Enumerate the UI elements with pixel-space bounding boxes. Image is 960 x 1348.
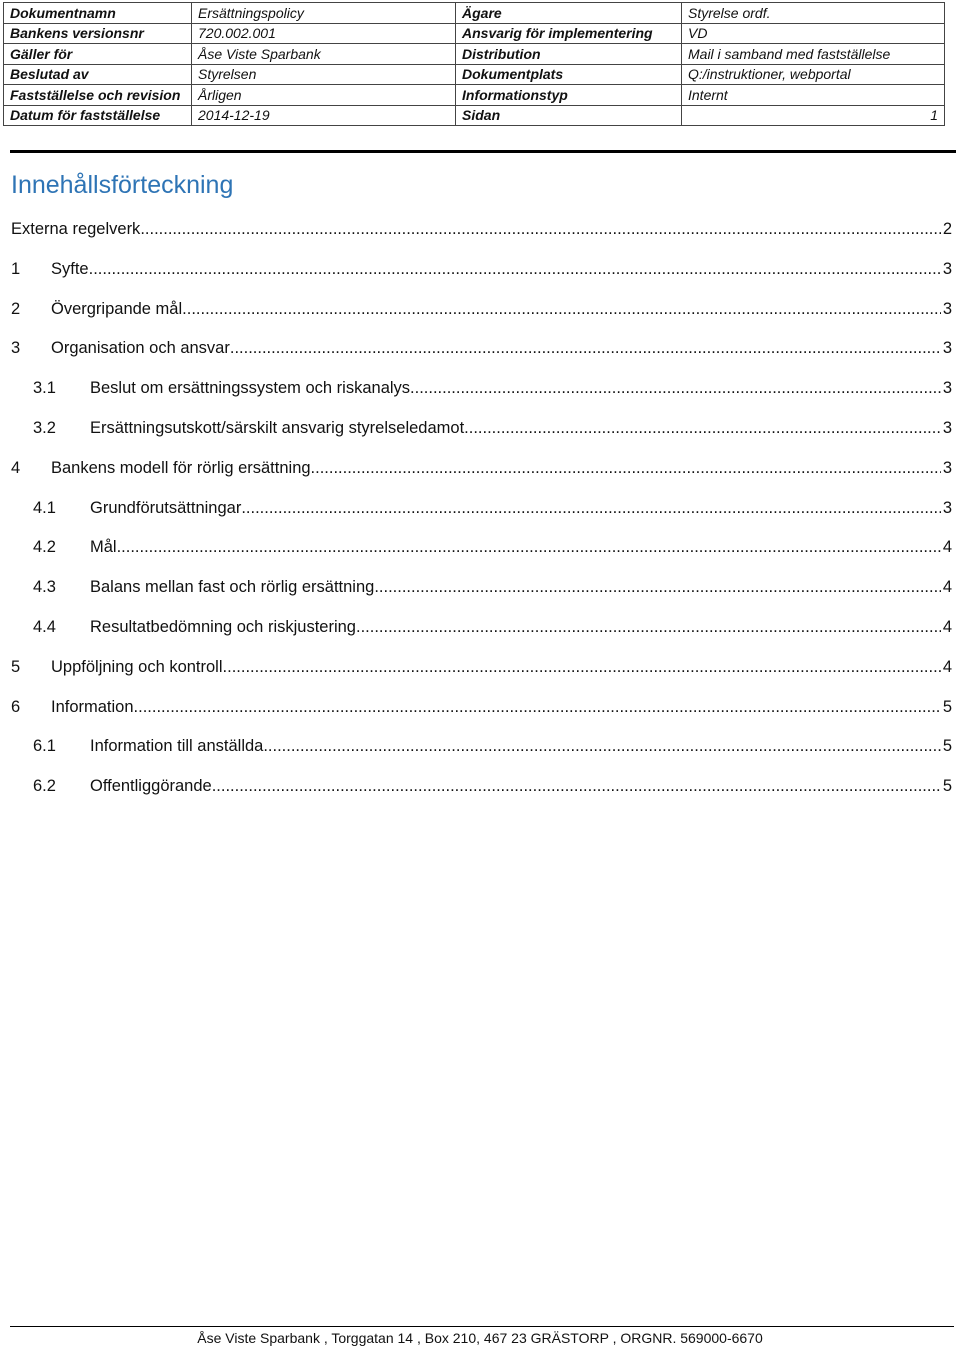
- metadata-value: 2014-12-19: [192, 105, 456, 126]
- toc-leader-dots: [374, 578, 941, 597]
- toc-entry[interactable]: [11, 300, 952, 340]
- toc-entry-page: 3: [942, 259, 952, 278]
- metadata-label: Beslutad av: [4, 64, 192, 85]
- toc-leader-dots: [212, 777, 941, 796]
- metadata-label: Sidan: [456, 105, 682, 126]
- toc-leader-dots: [311, 459, 941, 478]
- toc-entry[interactable]: [11, 260, 952, 300]
- metadata-label: Fastställelse och revision: [4, 85, 192, 106]
- toc-entry-page: 5: [942, 777, 952, 796]
- toc-entry-number: 4.1: [33, 498, 56, 517]
- metadata-value: Internt: [682, 85, 945, 106]
- toc-entry-page: 2: [942, 220, 952, 238]
- toc-entry-text: Grundförutsättningar: [90, 498, 242, 517]
- toc-entry[interactable]: [11, 459, 952, 499]
- metadata-value: 1: [682, 105, 945, 126]
- metadata-value: 720.002.001: [192, 23, 456, 44]
- toc-entry-number: 6: [11, 697, 21, 716]
- toc-entry[interactable]: [11, 379, 952, 419]
- toc-entry-text: Övergripande mål: [51, 299, 183, 318]
- toc-entry-text: Balans mellan fast och rörlig ersättning: [90, 578, 375, 597]
- table-of-contents: [11, 220, 952, 817]
- toc-entry-number: 6.1: [33, 737, 56, 756]
- metadata-value: Årligen: [192, 85, 456, 106]
- toc-entry[interactable]: [11, 777, 952, 817]
- toc-entry-number: 1: [11, 259, 21, 278]
- header-divider: [10, 150, 956, 153]
- toc-entry-number: 4: [11, 458, 21, 477]
- toc-leader-dots: [241, 499, 940, 518]
- toc-entry-number: 6.2: [33, 777, 56, 796]
- toc-entry-text: Information: [51, 697, 134, 716]
- metadata-row: [4, 64, 945, 85]
- metadata-label: Dokumentnamn: [4, 3, 192, 24]
- toc-entry[interactable]: [11, 339, 952, 379]
- toc-entry-number: 3: [11, 339, 21, 358]
- toc-entry-text: Offentliggörande: [90, 777, 212, 796]
- toc-leader-dots: [263, 737, 940, 756]
- metadata-label: Dokumentplats: [456, 64, 682, 85]
- toc-entry-page: 5: [942, 737, 952, 756]
- toc-leader-dots: [140, 220, 941, 239]
- toc-title: Innehållsförteckning: [11, 171, 234, 199]
- toc-leader-dots: [134, 698, 941, 717]
- metadata-label: Ägare: [456, 3, 682, 24]
- metadata-value: VD: [682, 23, 945, 44]
- toc-entry-text: Information till anställda: [90, 737, 264, 756]
- toc-entry-page: 4: [942, 578, 952, 597]
- toc-entry[interactable]: [11, 737, 952, 777]
- metadata-row: [4, 3, 945, 24]
- toc-entry-page: 3: [942, 418, 952, 437]
- toc-entry-page: 4: [942, 538, 952, 557]
- toc-entry-number: 3.2: [33, 418, 56, 437]
- toc-leader-dots: [182, 300, 941, 319]
- toc-entry[interactable]: [11, 538, 952, 578]
- metadata-label: Bankens versionsnr: [4, 23, 192, 44]
- toc-entry-text: Ersättningsutskott/särskilt ansvarig styrelseledamot: [90, 418, 465, 437]
- toc-entry-text: Mål: [90, 538, 117, 557]
- document-metadata-table: [3, 2, 945, 126]
- toc-leader-dots: [117, 538, 941, 557]
- metadata-row: [4, 44, 945, 65]
- toc-leader-dots: [230, 339, 941, 358]
- toc-entry-number: 4.3: [33, 578, 56, 597]
- page-footer: Åse Viste Sparbank , Torggatan 14 , Box 210, 467 23 GRÄSTORP , ORGNR. 569000-6670: [197, 1330, 763, 1346]
- toc-entry-page: 4: [942, 617, 952, 636]
- metadata-value: Mail i samband med fastställelse: [682, 44, 945, 65]
- toc-entry-text: Externa regelverk: [11, 220, 141, 238]
- toc-entry-text: Organisation och ansvar: [51, 339, 230, 358]
- toc-leader-dots: [223, 658, 941, 677]
- toc-entry-number: 2: [11, 299, 21, 318]
- toc-entry[interactable]: [11, 220, 952, 260]
- metadata-row: [4, 85, 945, 106]
- metadata-label: Informationstyp: [456, 85, 682, 106]
- metadata-value: Styrelsen: [192, 64, 456, 85]
- metadata-label: Gäller för: [4, 44, 192, 65]
- metadata-value: Styrelse ordf.: [682, 3, 945, 24]
- toc-leader-dots: [356, 618, 941, 637]
- toc-entry-number: 5: [11, 657, 21, 676]
- metadata-label: Ansvarig för implementering: [456, 23, 682, 44]
- toc-entry[interactable]: [11, 658, 952, 698]
- metadata-value: Ersättningspolicy: [192, 3, 456, 24]
- metadata-row: [4, 105, 945, 126]
- toc-entry-number: 4.4: [33, 617, 56, 636]
- toc-entry-page: 3: [942, 498, 952, 517]
- toc-entry[interactable]: [11, 419, 952, 459]
- toc-entry[interactable]: [11, 499, 952, 539]
- toc-leader-dots: [410, 379, 941, 398]
- toc-entry-number: 3.1: [33, 379, 56, 398]
- toc-entry-page: 3: [942, 299, 952, 318]
- toc-entry[interactable]: [11, 618, 952, 658]
- toc-entry[interactable]: [11, 578, 952, 618]
- toc-entry-text: Bankens modell för rörlig ersättning: [51, 458, 311, 477]
- toc-entry[interactable]: [11, 698, 952, 738]
- toc-entry-page: 3: [942, 339, 952, 358]
- toc-entry-text: Syfte: [51, 259, 89, 278]
- toc-entry-page: 5: [942, 697, 952, 716]
- toc-leader-dots: [464, 419, 941, 438]
- toc-entry-page: 3: [942, 458, 952, 477]
- metadata-value: Åse Viste Sparbank: [192, 44, 456, 65]
- metadata-label: Datum för fastställelse: [4, 105, 192, 126]
- footer-divider: [10, 1326, 954, 1327]
- metadata-row: [4, 23, 945, 44]
- toc-entry-page: 3: [942, 379, 952, 398]
- toc-entry-number: 4.2: [33, 538, 56, 557]
- toc-leader-dots: [89, 260, 941, 279]
- metadata-label: Distribution: [456, 44, 682, 65]
- toc-entry-text: Beslut om ersättningssystem och riskanalys: [90, 379, 411, 398]
- toc-entry-text: Resultatbedömning och riskjustering: [90, 617, 356, 636]
- toc-entry-text: Uppföljning och kontroll: [51, 657, 223, 676]
- toc-entry-page: 4: [942, 657, 952, 676]
- metadata-value: Q:/instruktioner, webportal: [682, 64, 945, 85]
